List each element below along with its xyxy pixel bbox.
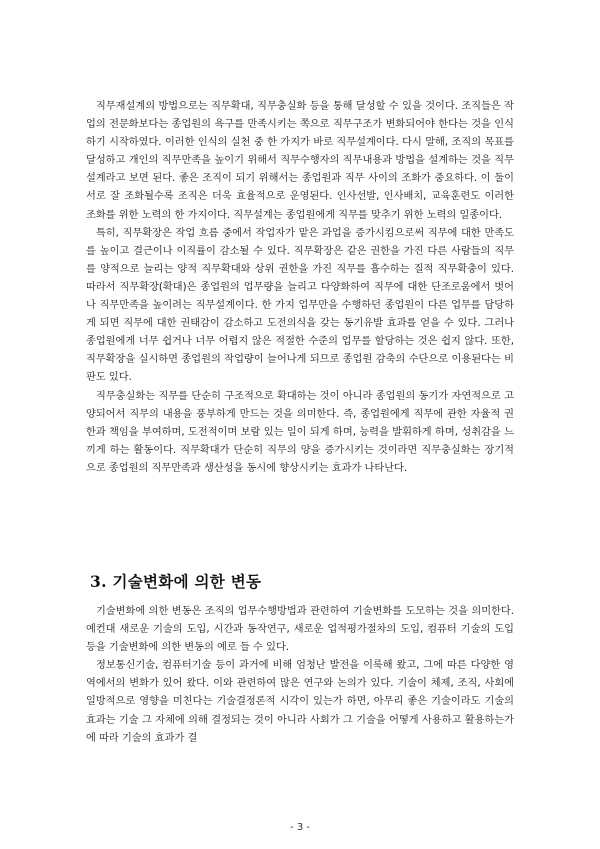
paragraph: 정보통신기술, 컴퓨터기술 등이 과거에 비해 엄청난 발전을 이룩해 왔고, 그에 따른 다양한 영역에서의 변화가 있어 왔다. 이와 관련하여 많은 연구와 논의가 있다. 기술이 체제, 조직, 사회에 일방적으로 영향을 미친다는 기술결정론적 시각이 있는가 하면, 아무리 좋은 기술이라도 기술의 효과는 기술 그 자체에 의해 결정되는 것이 아니라 사회가 그 기술을 어떻게 사용하고 활용하는가에 따라 기술의 효과가 결 (86, 660, 514, 744)
paragraph: 직무충실화는 직무를 단순히 구조적으로 확대하는 것이 아니라 종업원의 동기가 자연적으로 고양되어서 직무의 내용을 풍부하게 만드는 것을 의미한다. 즉, 종업원에게 직무에 관한 자율적 권한과 책임을 부여하며, 도전적이며 보람 있는 일이 되게 하며, 능력을 발휘하게 하며, 성취감을 느끼게 하는 활동이다. 직무확대가 단순히 직무의 양을 증가시키는 것이라면 직무충실화는 장기적으로 종업원의 직무만족과 생산성을 동시에 향상시키는 효과가 나타난다. (86, 390, 514, 474)
paragraph: 특히, 직무확장은 작업 흐름 중에서 작업자가 맡은 과업을 증가시킴으로써 직무에 대한 만족도를 높이고 결근이나 이직률이 감소될 수 있다. 직무확장은 같은 권한을 가진 다른 사람들의 직무를 양적으로 늘리는 양적 직무확대와 상위 권한을 가진 직무를 흡수하는 질적 직무확충이 있다. 따라서 직무확장(확대)은 종업원의 업무량을 늘리고 다양화하여 직무에 대한 단조로움에서 벗어나 직무만족을 높이려는 직무설계이다. 한 가지 업무만을 수행하던 종업원이 다른 업무를 담당하게 되면 직무에 대한 권태감이 감소하고 도전의식을 갖는 동기유발 효과를 얻을 수 있다. 그러나 종업원에게 너무 쉽거나 너무 어렵지 않은 적절한 수준의 업무를 할당하는 것은 쉽지 않다. 또한, 직무확장을 실시하면 종업원의 작업량이 늘어나게 되므로 종업원 감축의 수단으로 이용된다는 비판도 있다. (86, 227, 514, 384)
paragraph: 직무재설계의 방법으로는 직무확대, 직무충실화 등을 통해 달성할 수 있을 것이다. 조직들은 작업의 전문화보다는 종업원의 욕구를 만족시키는 쪽으로 직무구조가 변화되어야 한다는 것을 인식하기 시작하였다. 이러한 인식의 실천 중 한 가지가 바로 직무설계이다. 다시 말해, 조직의 목표를 달성하고 개인의 직무만족을 높이기 위해서 직무수행자의 직무내용과 방법을 설계하는 것을 직무설계라고 보면 된다. 좋은 조직이 되기 위해서는 종업원과 직무 사이의 조화가 중요하다. 이 둘이 서로 잘 조화될수록 조직은 더욱 효율적으로 운영된다. 인사선발, 인사배치, 교육훈련도 이러한 조화를 위한 노력의 한 가지이다. 직무설계는 종업원에게 직무를 맞추기 위한 노력의 일종이다. (86, 101, 514, 221)
paragraph: 기술변화에 의한 변동은 조직의 업무수행방법과 관련하여 기술변화를 도모하는 것을 의미한다. 예컨대 새로운 기술의 도입, 시간과 동작연구, 새로운 업적평가절차의 도입, 컴퓨터 기술의 도입 등을 기술변화에 의한 변동의 예로 들 수 있다. (86, 606, 514, 654)
section-heading: 3. 기술변화에 의한 변동 (90, 572, 262, 591)
section-body-job-redesign (86, 98, 514, 478)
section-body-technology-change (86, 603, 514, 748)
page-number: - 3 - (290, 822, 310, 833)
